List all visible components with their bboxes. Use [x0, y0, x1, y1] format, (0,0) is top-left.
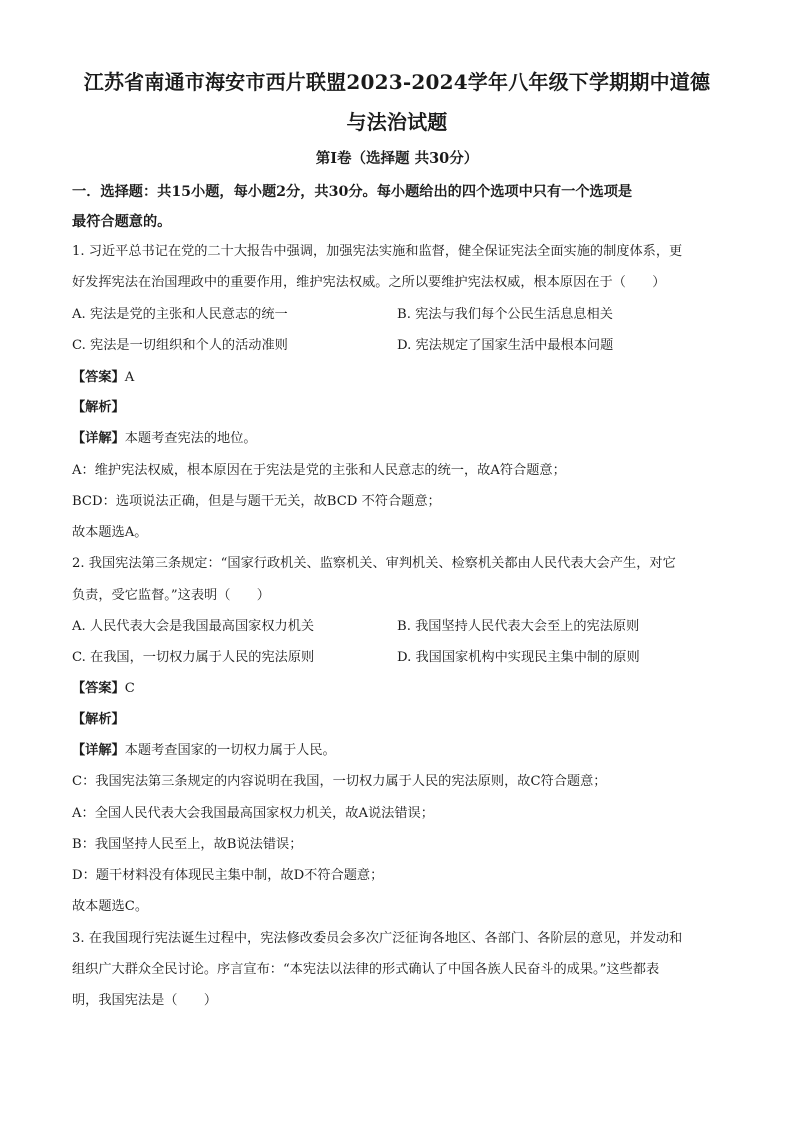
section-heading: 第Ⅰ卷（选择题 共30分）	[315, 150, 479, 167]
q2-detail: 【详解】本题考查国家的一切权力属于人民。	[72, 743, 336, 758]
q1-option-b: B. 宪法与我们每个公民生活息息相关	[397, 307, 613, 322]
q2-option-b: B. 我国坚持人民代表大会至上的宪法原则	[397, 619, 640, 634]
exam-title-line-2: 与法治试题	[346, 110, 448, 134]
q2-option-d: D. 我国国家机构中实现民主集中制的原则	[397, 650, 640, 665]
q2-explanation-4: D：题干材料没有体现民主集中制，故D不符合题意；	[72, 868, 384, 883]
q1-stem-line-2: 好发挥宪法在治国理政中的重要作用，维护宪法权威。之所以要维护宪法权威，根本原因在于（ ）	[72, 275, 666, 290]
q3-stem-line-3: 明，我国宪法是（ ）	[72, 993, 218, 1008]
q2-explanation-3: B：我国坚持人民至上，故B说法错误；	[72, 837, 303, 852]
instruction-line-1: 一．选择题：共15小题，每小题2分，共30分。每小题给出的四个选项中只有一个选项是	[72, 184, 633, 200]
instruction-line-2: 最符合题意的。	[72, 214, 172, 230]
q2-analysis-label: 【解析】	[72, 712, 125, 727]
q1-explanation-2: BCD：选项说法正确，但是与题干无关，故BCD 不符合题意；	[72, 494, 441, 509]
q3-stem-line-1: 3. 在我国现行宪法诞生过程中，宪法修改委员会多次广泛征询各地区、各部门、各阶层的意见，并发动和	[72, 931, 683, 946]
q1-answer: 【答案】A	[72, 370, 135, 385]
q2-stem-line-1: 2. 我国宪法第三条规定：“国家行政机关、监察机关、审判机关、检察机关都由人民代表大会产生，对它	[72, 556, 676, 571]
q1-detail: 【详解】本题考查宪法的地位。	[72, 431, 257, 446]
q2-option-c: C. 在我国，一切权力属于人民的宪法原则	[72, 650, 315, 665]
q1-option-c: C. 宪法是一切组织和个人的活动准则	[72, 338, 288, 353]
q2-option-a: A. 人民代表大会是我国最高国家权力机关	[72, 619, 315, 634]
q1-option-d: D. 宪法规定了国家生活中最根本问题	[397, 338, 614, 353]
q1-conclusion: 故本题选A。	[72, 525, 148, 540]
q2-conclusion: 故本题选C。	[72, 899, 149, 914]
q2-answer: 【答案】C	[72, 681, 135, 696]
q1-explanation-1: A：维护宪法权威，根本原因在于宪法是党的主张和人民意志的统一，故A符合题意；	[72, 463, 566, 478]
q3-stem-line-2: 组织广大群众全民讨论。序言宣布：“本宪法以法律的形式确认了中国各族人民奋斗的成果。”这些都表	[72, 962, 660, 977]
q1-option-a: A. 宪法是党的主张和人民意志的统一	[72, 307, 288, 322]
q2-stem-line-2: 负责，受它监督。”这表明（ ）	[72, 588, 270, 603]
q2-explanation-1: C：我国宪法第三条规定的内容说明在我国，一切权力属于人民的宪法原则，故C符合题意；	[72, 774, 607, 789]
exam-title-line-1: 江苏省南通市海安市西片联盟2023-2024学年八年级下学期期中道德	[83, 70, 711, 94]
q1-analysis-label: 【解析】	[72, 400, 125, 415]
q2-explanation-2: A：全国人民代表大会我国最高国家权力机关，故A说法错误；	[72, 806, 434, 821]
q1-stem-line-1: 1. 习近平总书记在党的二十大报告中强调，加强宪法实施和监督，健全保证宪法全面实施的制度体系，更	[72, 244, 683, 259]
